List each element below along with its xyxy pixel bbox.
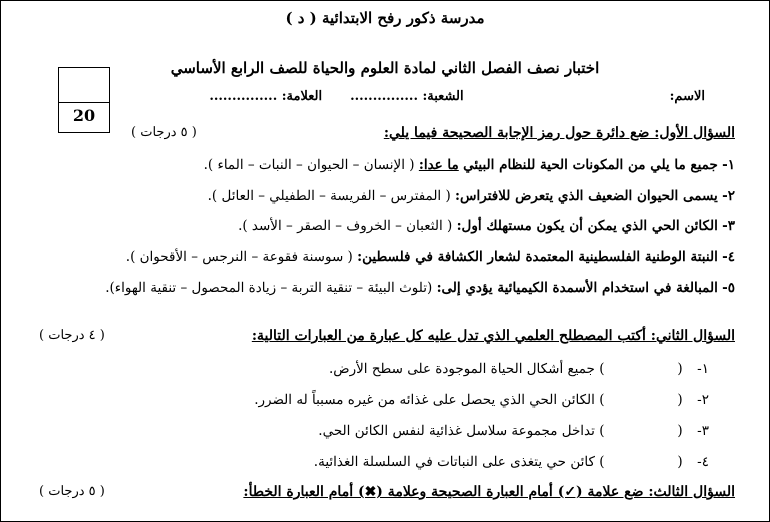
q1-item-5-num: ٥- xyxy=(722,280,735,296)
q1-item-1-stem: جميع ما يلي من المكونات الحية للنظام البيئي xyxy=(463,157,718,173)
total-score: 20 xyxy=(72,106,96,125)
q1-item-4-options: ( سوسنة فقوعة – النرجس – الأقحوان ). xyxy=(125,249,353,265)
q2-item-1 xyxy=(329,361,709,377)
q1-item-1 xyxy=(204,157,735,173)
name-label: الاسم: xyxy=(669,89,705,104)
score-box xyxy=(58,67,110,133)
q1-item-1-options: ( الإنسان – الحيوان – النبات – الماء ). xyxy=(203,157,415,173)
q2-item-2-blank: ( ) xyxy=(599,392,683,408)
q1-item-2-options: ( المفترس – الفريسة – الطفيلي – العائل ). xyxy=(207,188,451,204)
q1-item-4-num: ٤- xyxy=(722,249,735,265)
q2-item-3-text: تداخل مجموعة سلاسل غذائية لنفس الكائن الحي. xyxy=(318,423,595,439)
q1-item-5-options: (تلوث البيئة – تنقية التربة – زيادة المحصول – تنقية الهواء). xyxy=(105,280,433,296)
q2-marks: ( ٤ درجات ) xyxy=(39,328,105,343)
q2-item-3-blank: ( ) xyxy=(599,423,683,439)
q1-item-2-stem: يسمى الحيوان الضعيف الذي يتعرض للافتراس: xyxy=(455,188,718,204)
q2-item-2-text: الكائن الحي الذي يحصل على غذائه من غيره مسبباً له الضرر. xyxy=(254,392,595,408)
q3-marks: ( ٥ درجات ) xyxy=(39,484,105,499)
name-blank xyxy=(492,89,642,104)
q1-item-3-stem: الكائن الحي الذي يمكن أن يكون مستهلك أول: xyxy=(456,218,718,234)
q1-item-2-num: ٢- xyxy=(722,188,735,204)
q1-item-4-stem: النبتة الوطنية الفلسطينية المعتمدة لشعار الكشافة في فلسطين: xyxy=(357,249,718,265)
score-divider xyxy=(59,102,109,103)
q1-item-4 xyxy=(126,249,735,265)
q1-item-3-num: ٣- xyxy=(722,218,735,234)
exam-title: اختبار نصف الفصل الثاني لمادة العلوم والحياة للصف الرابع الأساسي xyxy=(170,59,600,77)
class-label: الشعبة: ............... xyxy=(350,89,464,104)
q1-item-5 xyxy=(105,280,735,296)
q1-item-3-options: ( الثعبان – الخروف – الصقر – الأسد ). xyxy=(238,218,453,234)
q1-marks: ( ٥ درجات ) xyxy=(131,125,197,140)
q2-item-1-num: ١- xyxy=(697,361,709,377)
student-info-row xyxy=(209,89,705,104)
q1-item-1-stem-underlined: ما عدا: xyxy=(418,157,459,173)
mark-label: العلامة: ............... xyxy=(209,89,323,104)
q2-title: السؤال الثاني: أكتب المصطلح العلمي الذي تدل عليه كل عبارة من العبارات التالية: xyxy=(251,328,735,344)
q1-item-1-num: ١- xyxy=(722,157,735,173)
q1-item-3 xyxy=(238,218,735,234)
q1-item-2 xyxy=(208,188,735,204)
q2-item-1-blank: ( ) xyxy=(599,361,683,377)
q1-item-5-stem: المبالغة في استخدام الأسمدة الكيميائية يؤدي إلى: xyxy=(436,280,718,296)
q1-title: السؤال الأول: ضع دائرة حول رمز الإجابة الصحيحة فيما يلي: xyxy=(383,125,735,141)
q2-item-2-num: ٢- xyxy=(697,392,709,408)
q2-item-4 xyxy=(314,454,709,470)
school-name: مدرسة ذكور رفح الابتدائية ( د ) xyxy=(285,9,485,27)
q2-item-3 xyxy=(318,423,709,439)
q3-title: السؤال الثالث: ضع علامة (✓) أمام العبارة الصحيحة وعلامة (✖) أمام العبارة الخطأ: xyxy=(243,484,735,500)
q2-item-4-num: ٤- xyxy=(697,454,709,470)
q2-item-3-num: ٣- xyxy=(697,423,709,439)
q2-item-1-text: جميع أشكال الحياة الموجودة على سطح الأرض. xyxy=(328,361,595,377)
q2-item-2 xyxy=(254,392,709,408)
q2-item-4-blank: ( ) xyxy=(599,454,683,470)
q2-item-4-text: كائن حي يتغذى على النباتات في السلسلة الغذائية. xyxy=(313,454,595,470)
